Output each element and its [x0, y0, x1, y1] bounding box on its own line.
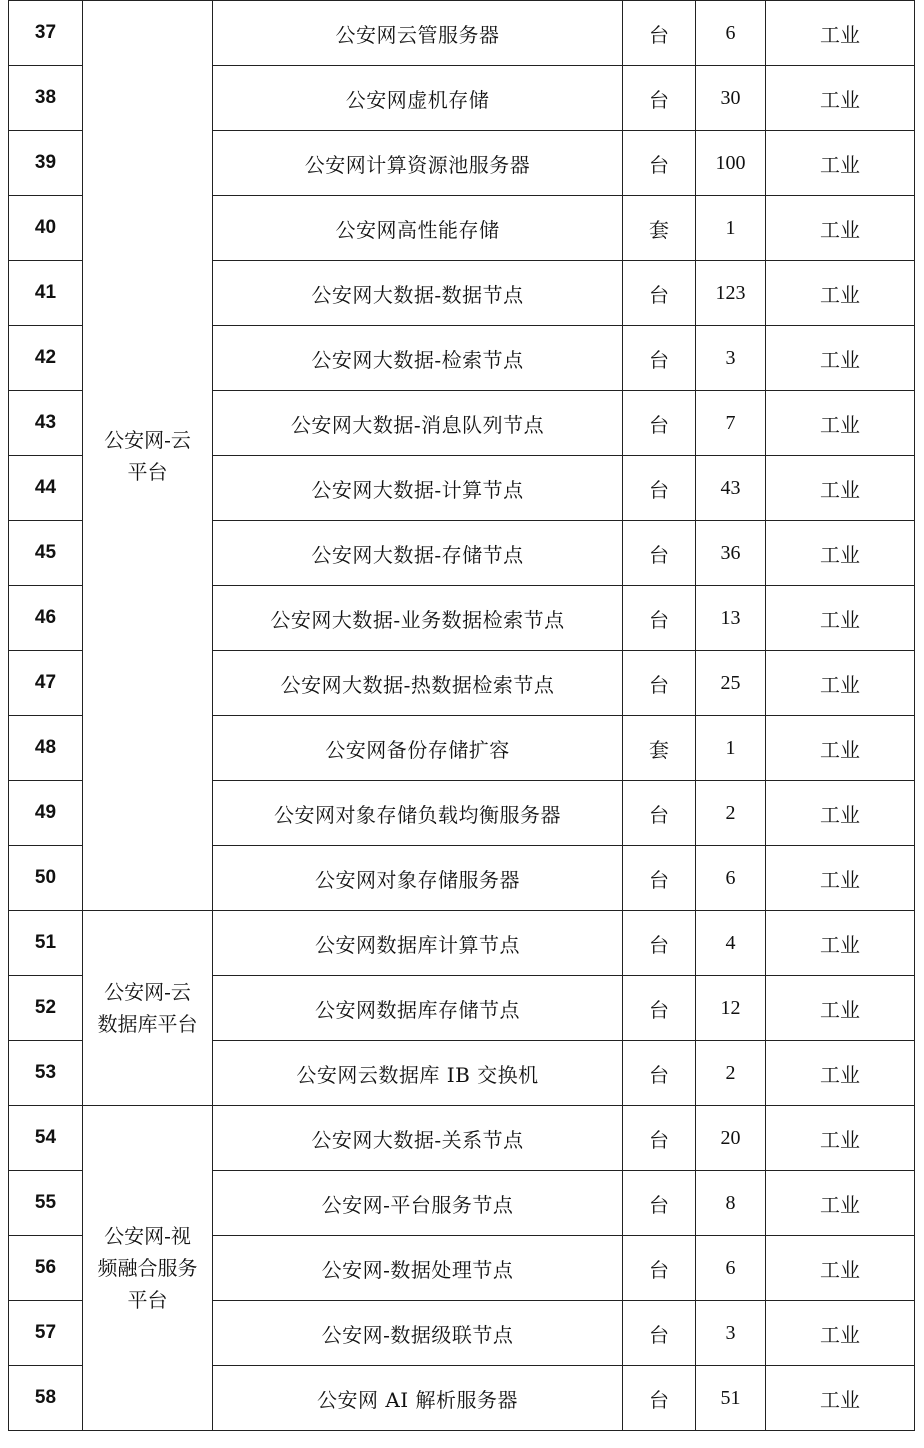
unit-label: 台 [623, 911, 696, 976]
unit-label: 套 [623, 196, 696, 261]
unit-label: 套 [623, 716, 696, 781]
type-label: 工业 [766, 1041, 915, 1106]
item-name: 公安网大数据-关系节点 [213, 1106, 623, 1171]
item-name: 公安网大数据-存储节点 [213, 521, 623, 586]
quantity-value: 13 [696, 586, 766, 651]
category-label: 公安网-视频融合服务平台 [83, 1106, 213, 1431]
unit-label: 台 [623, 1106, 696, 1171]
quantity-value: 3 [696, 1301, 766, 1366]
row-number: 37 [9, 1, 83, 66]
row-number: 55 [9, 1171, 83, 1236]
row-number: 44 [9, 456, 83, 521]
item-name: 公安网云管服务器 [213, 1, 623, 66]
item-name: 公安网备份存储扩容 [213, 716, 623, 781]
type-label: 工业 [766, 586, 915, 651]
quantity-value: 6 [696, 846, 766, 911]
type-label: 工业 [766, 651, 915, 716]
table-row [9, 1106, 915, 1171]
quantity-value: 2 [696, 781, 766, 846]
type-label: 工业 [766, 976, 915, 1041]
item-name: 公安网大数据-数据节点 [213, 261, 623, 326]
quantity-value: 4 [696, 911, 766, 976]
item-name: 公安网高性能存储 [213, 196, 623, 261]
row-number: 50 [9, 846, 83, 911]
quantity-value: 25 [696, 651, 766, 716]
unit-label: 台 [623, 1041, 696, 1106]
unit-label: 台 [623, 1236, 696, 1301]
row-number: 54 [9, 1106, 83, 1171]
quantity-value: 6 [696, 1236, 766, 1301]
row-number: 51 [9, 911, 83, 976]
type-label: 工业 [766, 1, 915, 66]
quantity-value: 51 [696, 1366, 766, 1431]
unit-label: 台 [623, 326, 696, 391]
quantity-value: 30 [696, 66, 766, 131]
item-name: 公安网数据库存储节点 [213, 976, 623, 1041]
unit-label: 台 [623, 521, 696, 586]
row-number: 48 [9, 716, 83, 781]
equipment-table [8, 0, 915, 1431]
quantity-value: 1 [696, 196, 766, 261]
type-label: 工业 [766, 911, 915, 976]
item-name: 公安网-数据处理节点 [213, 1236, 623, 1301]
quantity-value: 43 [696, 456, 766, 521]
row-number: 57 [9, 1301, 83, 1366]
row-number: 45 [9, 521, 83, 586]
type-label: 工业 [766, 456, 915, 521]
unit-label: 台 [623, 976, 696, 1041]
type-label: 工业 [766, 326, 915, 391]
item-name: 公安网 AI 解析服务器 [213, 1366, 623, 1431]
category-label: 公安网-云数据库平台 [83, 911, 213, 1106]
category-label: 公安网-云平台 [83, 1, 213, 911]
item-name: 公安网数据库计算节点 [213, 911, 623, 976]
row-number: 40 [9, 196, 83, 261]
row-number: 47 [9, 651, 83, 716]
unit-label: 台 [623, 651, 696, 716]
unit-label: 台 [623, 261, 696, 326]
quantity-value: 100 [696, 131, 766, 196]
row-number: 39 [9, 131, 83, 196]
item-name: 公安网对象存储服务器 [213, 846, 623, 911]
item-name: 公安网大数据-检索节点 [213, 326, 623, 391]
type-label: 工业 [766, 781, 915, 846]
type-label: 工业 [766, 391, 915, 456]
item-name: 公安网云数据库 IB 交换机 [213, 1041, 623, 1106]
type-label: 工业 [766, 261, 915, 326]
type-label: 工业 [766, 521, 915, 586]
quantity-value: 3 [696, 326, 766, 391]
quantity-value: 7 [696, 391, 766, 456]
type-label: 工业 [766, 1106, 915, 1171]
unit-label: 台 [623, 131, 696, 196]
type-label: 工业 [766, 66, 915, 131]
unit-label: 台 [623, 846, 696, 911]
type-label: 工业 [766, 846, 915, 911]
type-label: 工业 [766, 1301, 915, 1366]
unit-label: 台 [623, 391, 696, 456]
item-name: 公安网大数据-热数据检索节点 [213, 651, 623, 716]
type-label: 工业 [766, 131, 915, 196]
quantity-value: 36 [696, 521, 766, 586]
unit-label: 台 [623, 1, 696, 66]
item-name: 公安网对象存储负载均衡服务器 [213, 781, 623, 846]
quantity-value: 12 [696, 976, 766, 1041]
unit-label: 台 [623, 1366, 696, 1431]
item-name: 公安网-平台服务节点 [213, 1171, 623, 1236]
table-row [9, 1, 915, 66]
quantity-value: 20 [696, 1106, 766, 1171]
quantity-value: 1 [696, 716, 766, 781]
quantity-value: 2 [696, 1041, 766, 1106]
type-label: 工业 [766, 1171, 915, 1236]
quantity-value: 8 [696, 1171, 766, 1236]
row-number: 56 [9, 1236, 83, 1301]
row-number: 53 [9, 1041, 83, 1106]
row-number: 52 [9, 976, 83, 1041]
row-number: 41 [9, 261, 83, 326]
quantity-value: 123 [696, 261, 766, 326]
row-number: 43 [9, 391, 83, 456]
unit-label: 台 [623, 66, 696, 131]
row-number: 46 [9, 586, 83, 651]
item-name: 公安网大数据-计算节点 [213, 456, 623, 521]
unit-label: 台 [623, 456, 696, 521]
type-label: 工业 [766, 1366, 915, 1431]
item-name: 公安网虚机存储 [213, 66, 623, 131]
row-number: 38 [9, 66, 83, 131]
item-name: 公安网-数据级联节点 [213, 1301, 623, 1366]
type-label: 工业 [766, 716, 915, 781]
item-name: 公安网大数据-业务数据检索节点 [213, 586, 623, 651]
type-label: 工业 [766, 1236, 915, 1301]
item-name: 公安网大数据-消息队列节点 [213, 391, 623, 456]
quantity-value: 6 [696, 1, 766, 66]
item-name: 公安网计算资源池服务器 [213, 131, 623, 196]
type-label: 工业 [766, 196, 915, 261]
row-number: 42 [9, 326, 83, 391]
row-number: 49 [9, 781, 83, 846]
equipment-table-body [9, 1, 915, 1431]
unit-label: 台 [623, 781, 696, 846]
unit-label: 台 [623, 586, 696, 651]
unit-label: 台 [623, 1171, 696, 1236]
unit-label: 台 [623, 1301, 696, 1366]
table-row [9, 911, 915, 976]
row-number: 58 [9, 1366, 83, 1431]
